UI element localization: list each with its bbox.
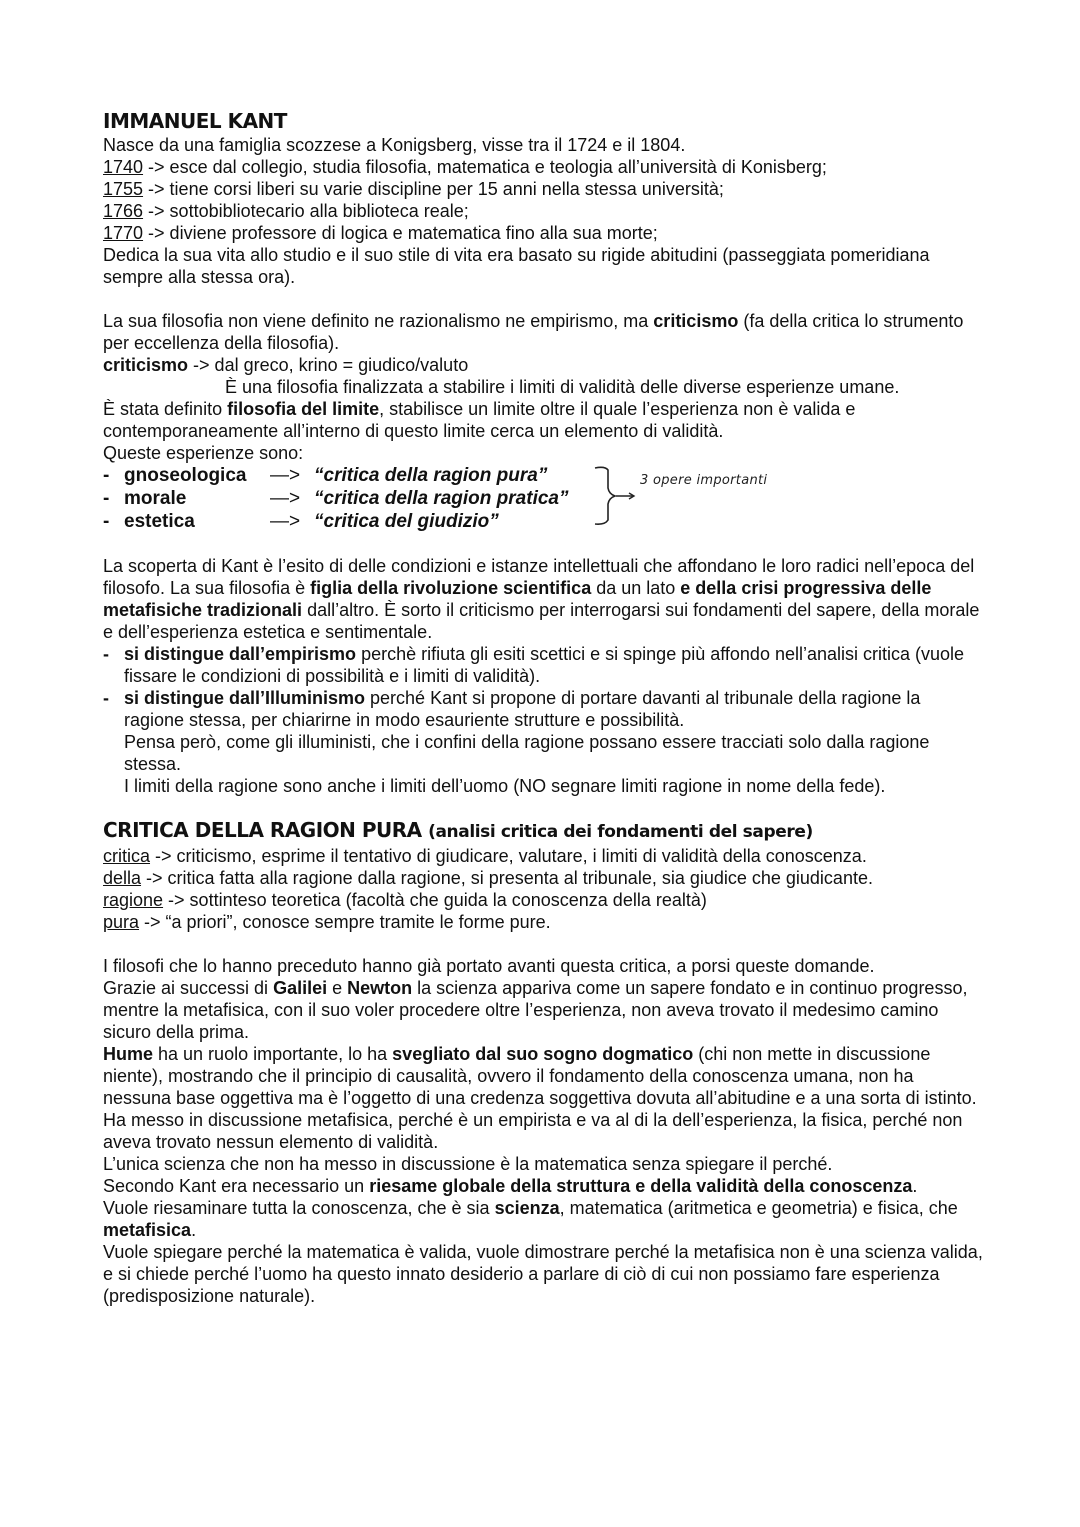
science-paragraph: Grazie ai successi di Galilei e Newton la scienza appariva come un sapere fondato e in continuo progresso, mentre la metafisica, con il suo voler procedere oltre l’esperienza, non aveva trovato il medesimo camino sicuro della prima. xyxy=(103,978,968,1042)
works-note: 3 opere importanti xyxy=(640,473,768,488)
event-text: -> diviene professore di logica e matematica fino alla sua morte; xyxy=(143,223,658,243)
term-definition: pura -> “a priori”, conosce sempre tramite le forme pure. xyxy=(103,912,551,932)
review-paragraph: Secondo Kant era necessario un riesame globale della struttura e della validità della conoscenza. xyxy=(103,1176,918,1196)
bullet-dash: - xyxy=(103,688,109,708)
works-list xyxy=(103,464,983,533)
term-definition: ragione -> sottinteso teoretica (facoltà che guida la conoscenza della realtà) xyxy=(103,890,707,910)
term-definition: critica -> criticismo, esprime il tentativo di giudicare, valutare, i limiti di validità della conoscenza. xyxy=(103,846,867,866)
event-year: 1740 xyxy=(103,157,144,177)
event-year: 1766 xyxy=(103,201,144,221)
term-definition: della -> critica fatta alla ragione dalla ragione, si presenta al tribunale, sia giudice che giudicante. xyxy=(103,868,873,888)
bullet-dash: - xyxy=(103,511,110,532)
event-text: -> tiene corsi liberi su varie discipline per 15 anni nella stessa università; xyxy=(143,179,724,199)
work-title: “critica della ragion pura” xyxy=(314,465,548,486)
work-domain: estetica xyxy=(124,511,195,532)
bullet-dash: - xyxy=(103,465,110,486)
bio-intro: Nasce da una famiglia scozzese a Konigsberg, visse tra il 1724 e il 1804. xyxy=(103,135,686,155)
limit-paragraph: È stata definito filosofia del limite, stabilisce un limite oltre il quale l’esperienza non è valida e contemporaneamente all’interno di questo limite cerca un elemento di validità. xyxy=(103,399,856,441)
page-title: IMMANUEL KANT xyxy=(103,109,287,133)
event-text: -> sottobibliotecario alla biblioteca reale; xyxy=(143,201,469,221)
work-domain: gnoseologica xyxy=(124,465,247,486)
discovery-paragraph: La scoperta di Kant è l’esito di delle condizioni e istanze intellettuali che affondano le loro radici nell’epoca del filosofo. La sua filosofia è figlia della rivoluzione scientifica da un lato e della crisi progressiva delle metafisiche tradizionali dall’altro. È sorto il criticismo per interrogarsi sui fondamenti del sapere, della morale e dell’esperienza estetica e sentimentale. xyxy=(103,556,980,642)
work-item xyxy=(103,487,568,510)
hume-paragraph: Hume ha un ruolo importante, lo ha svegliato dal suo sogno dogmatico (chi non mette in discussione niente), mostrando che il principio di causalità, ovvero il fondamento della conoscenza umana, non ha nessuna base oggettiva ma è l’oggetto di una credenza soggettiva dovuta all’abitudine e a una sorta di istinto. Ha messo in discussione metafisica, perché è un empirista e va al di la dell’esperienza, la fisica, perché non aveva trovato nessun elemento di validità. xyxy=(103,1044,977,1152)
bio-event xyxy=(103,156,983,178)
math-paragraph: L’unica scienza che non ha messo in discussione è la matematica senza spiegare il perché. xyxy=(103,1154,833,1174)
work-item xyxy=(103,510,499,533)
bio-event xyxy=(103,222,983,244)
criticism-definition: criticismo -> dal greco, krino = giudico/valuto xyxy=(103,355,469,375)
work-title: “critica della ragion pratica” xyxy=(314,488,569,509)
criticism-paragraph: La sua filosofia non viene definito ne razionalismo ne empirismo, ma criticismo (fa della critica lo strumento per eccellenza della filosofia). xyxy=(103,311,964,353)
bio-event xyxy=(103,200,983,222)
knowledge-paragraph: Vuole riesaminare tutta la conoscenza, che è sia scienza, matematica (aritmetica e geometria) e fisica, che metafisica. xyxy=(103,1198,958,1240)
metaphysics-paragraph: Vuole spiegare perché la matematica è valida, vuole dimostrare perché la metafisica non è una scienza valida, e si chiede perché l’uomo ha questo innato desiderio a parlare di ciò di cui non possiamo fare esperienza (predisposizione naturale). xyxy=(103,1242,983,1306)
bullet-dash: - xyxy=(103,644,109,664)
arrow: —> xyxy=(270,488,301,509)
section-subtitle: (analisi critica dei fondamenti del sapere) xyxy=(428,822,813,842)
work-title: “critica del giudizio” xyxy=(314,511,499,532)
arrow: —> xyxy=(270,511,301,532)
bullet-continuation: I limiti della ragione sono anche i limiti dell’uomo (NO segnare limiti ragione in nome della fede). xyxy=(124,776,886,796)
document-page xyxy=(103,108,983,1307)
brace-arrow-icon xyxy=(591,458,821,528)
bullet-continuation: Pensa però, come gli illuministi, che i confini della ragione possano essere tracciati solo dalla ragione stessa. xyxy=(124,732,930,774)
bullet-dash: - xyxy=(103,488,110,509)
event-year: 1770 xyxy=(103,223,144,243)
work-domain: morale xyxy=(124,488,187,509)
event-year: 1755 xyxy=(103,179,144,199)
predecessors-paragraph: I filosofi che lo hanno preceduto hanno già portato avanti questa critica, a porsi queste domande. xyxy=(103,956,875,976)
bio-life: Dedica la sua vita allo studio e il suo stile di vita era basato su rigide abitudini (passeggiata pomeridiana sempre alla stessa ora). xyxy=(103,245,930,287)
list-item: - si distingue dall’Illuminismo perché Kant si propone di portare davanti al tribunale della ragione la ragione stessa, per chiarirne in modo esauriente strutture e possibilità. Pensa però, come gli illuministi, che i confini della ragione possano essere tracciati solo dalla ragione stessa. I limiti della ragione sono anche i limiti dell’uomo (NO segnare limiti ragione in nome della fede). xyxy=(103,687,983,797)
arrow: —> xyxy=(270,465,301,486)
section-title: CRITICA DELLA RAGION PURA (analisi critica dei fondamenti del sapere) xyxy=(103,818,813,842)
list-item: - si distingue dall’empirismo perchè rifiuta gli esiti scettici e si spinge più affondo nell’analisi critica (vuole fissare le condizioni di possibilità e i limiti di validità). xyxy=(103,644,965,686)
criticism-explanation: È una filosofia finalizzata a stabilire i limiti di validità delle diverse esperienze umane. xyxy=(225,377,900,397)
work-item xyxy=(103,464,547,487)
bio-event xyxy=(103,178,983,200)
experiences-intro: Queste esperienze sono: xyxy=(103,443,304,463)
event-text: -> esce dal collegio, studia filosofia, matematica e teologia all’università di Konisberg; xyxy=(143,157,827,177)
